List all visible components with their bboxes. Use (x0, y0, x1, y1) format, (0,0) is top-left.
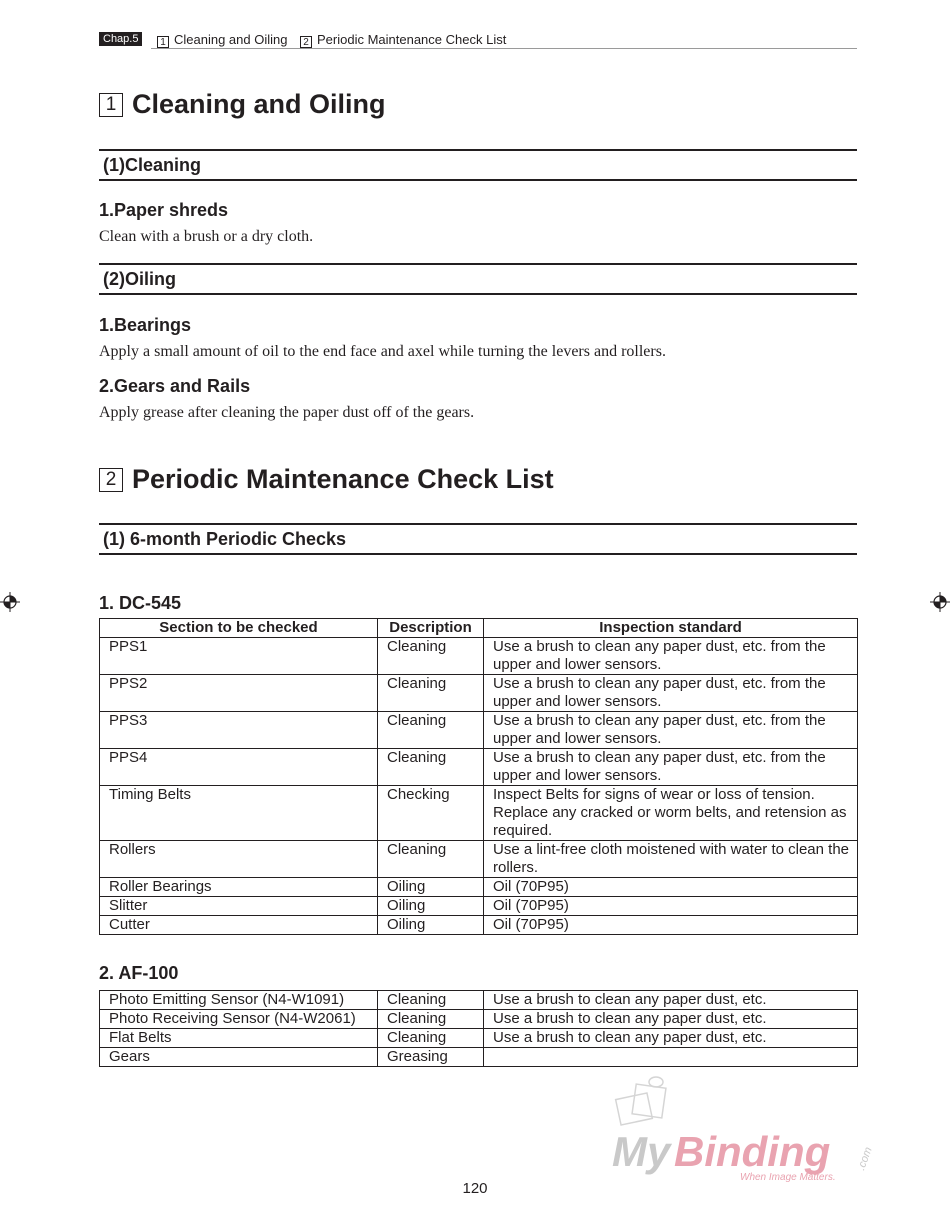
table-row (100, 638, 858, 675)
table-row (100, 675, 858, 712)
cell-description: Cleaning (378, 991, 484, 1010)
chapter-tag: Chap.5 (99, 32, 142, 46)
table-af100 (99, 990, 858, 1067)
cell-standard: Use a brush to clean any paper dust, etc. (484, 1029, 858, 1048)
cell-standard: Inspect Belts for signs of wear or loss of tension. Replace any cracked or worm belts, and retension as required. (484, 786, 858, 841)
cell-description: Oiling (378, 916, 484, 935)
registration-mark-right-icon (930, 592, 950, 612)
cell-standard: Use a brush to clean any paper dust, etc. from the upper and lower sensors. (484, 712, 858, 749)
section-title-maintenance-checklist (99, 463, 554, 495)
cell-description: Greasing (378, 1048, 484, 1067)
cell-section: PPS2 (100, 675, 378, 712)
item-title-gears-rails: 2.Gears and Rails (99, 376, 251, 396)
column-header: Inspection standard (484, 619, 858, 638)
cell-description: Cleaning (378, 712, 484, 749)
registration-mark-left-icon (0, 592, 20, 612)
subheading-oiling: (2)Oiling (99, 263, 857, 295)
cell-description: Checking (378, 786, 484, 841)
header-item-number: 2 (300, 36, 312, 48)
subheading-cleaning: (1)Cleaning (99, 149, 857, 181)
cell-standard: Oil (70P95) (484, 878, 858, 897)
table-title-af100: 2. AF-100 (99, 963, 179, 983)
table-row (100, 1029, 858, 1048)
item-text-gears-rails: Apply grease after cleaning the paper dust off of the gears. (99, 404, 475, 421)
cell-section: Cutter (100, 916, 378, 935)
column-header: Section to be checked (100, 619, 378, 638)
cell-section: PPS4 (100, 749, 378, 786)
cell-description: Cleaning (378, 841, 484, 878)
cell-section: PPS1 (100, 638, 378, 675)
cell-description: Oiling (378, 897, 484, 916)
table-row (100, 897, 858, 916)
table-dc545 (99, 618, 858, 935)
cell-section: Photo Emitting Sensor (N4-W1091) (100, 991, 378, 1010)
cell-section: Rollers (100, 841, 378, 878)
cell-section: PPS3 (100, 712, 378, 749)
section-title-cleaning-oiling (99, 88, 386, 120)
section-title-text: Cleaning and Oiling (132, 89, 386, 119)
cell-section: Photo Receiving Sensor (N4-W2061) (100, 1010, 378, 1029)
watermark-tagline: When Image Matters. (740, 1172, 836, 1183)
cell-section: Roller Bearings (100, 878, 378, 897)
page-number: 120 (462, 1180, 488, 1197)
table-row (100, 991, 858, 1010)
table-row (100, 916, 858, 935)
subheading-6-month-checks: (1) 6-month Periodic Checks (99, 523, 857, 555)
cell-description: Cleaning (378, 1029, 484, 1048)
table-row (100, 841, 858, 878)
cell-standard: Use a brush to clean any paper dust, etc. from the upper and lower sensors. (484, 749, 858, 786)
table-header-row (100, 619, 858, 638)
item-text-paper-shreds: Clean with a brush or a dry cloth. (99, 228, 314, 245)
item-title-paper-shreds: 1.Paper shreds (99, 200, 229, 220)
table-row (100, 878, 858, 897)
table-row (100, 712, 858, 749)
table-row (100, 749, 858, 786)
header-item-label: Cleaning and Oiling (174, 32, 288, 47)
watermark-brand-com: .com (855, 1145, 875, 1173)
item-text-bearings: Apply a small amount of oil to the end face and axel while turning the levers and rollers. (99, 343, 666, 360)
cell-description: Cleaning (378, 1010, 484, 1029)
table-row (100, 1048, 858, 1067)
table-row (100, 786, 858, 841)
header-item-number: 1 (157, 36, 169, 48)
table-title-dc545: 1. DC-545 (99, 593, 182, 613)
cell-standard: Oil (70P95) (484, 897, 858, 916)
header-rule (151, 48, 857, 49)
cell-description: Cleaning (378, 749, 484, 786)
cell-description: Cleaning (378, 675, 484, 712)
column-header: Description (378, 619, 484, 638)
header-item-cleaning (157, 32, 287, 48)
cell-section: Timing Belts (100, 786, 378, 841)
cell-section: Slitter (100, 897, 378, 916)
table-row (100, 1010, 858, 1029)
mybinding-watermark-logo (612, 1072, 882, 1184)
cell-standard: Use a brush to clean any paper dust, etc. from the upper and lower sensors. (484, 638, 858, 675)
cell-standard (484, 1048, 858, 1067)
section-number: 1 (99, 93, 123, 117)
cell-standard: Use a lint-free cloth moistened with water to clean the rollers. (484, 841, 858, 878)
cell-standard: Oil (70P95) (484, 916, 858, 935)
cell-standard: Use a brush to clean any paper dust, etc. (484, 1010, 858, 1029)
watermark-brand-my: My (612, 1128, 671, 1175)
section-number: 2 (99, 468, 123, 492)
cell-section: Flat Belts (100, 1029, 378, 1048)
cell-description: Oiling (378, 878, 484, 897)
cell-standard: Use a brush to clean any paper dust, etc. from the upper and lower sensors. (484, 675, 858, 712)
watermark-brand-binding: Binding (674, 1128, 831, 1175)
header-item-label: Periodic Maintenance Check List (317, 32, 507, 47)
cell-standard: Use a brush to clean any paper dust, etc. (484, 991, 858, 1010)
cell-section: Gears (100, 1048, 378, 1067)
section-title-text: Periodic Maintenance Check List (132, 464, 554, 494)
item-title-bearings: 1.Bearings (99, 315, 192, 335)
header-item-checklist (300, 32, 506, 48)
cell-description: Cleaning (378, 638, 484, 675)
